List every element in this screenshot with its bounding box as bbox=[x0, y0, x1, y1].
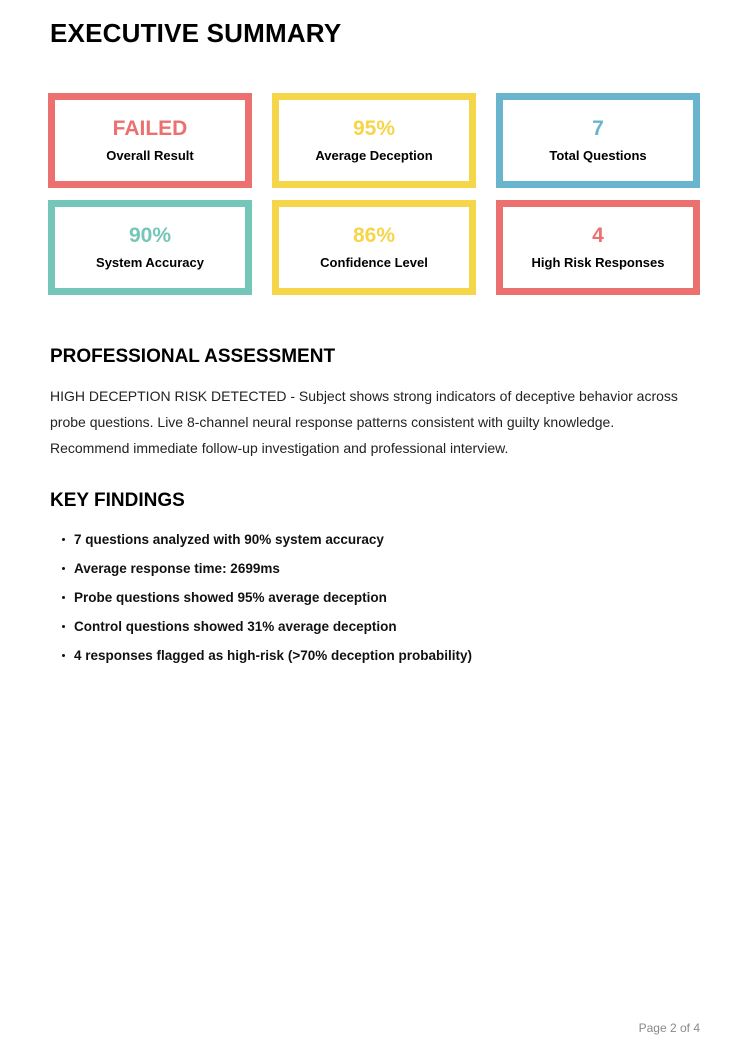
stat-label: System Accuracy bbox=[96, 255, 204, 270]
finding-text: Probe questions showed 95% average deception bbox=[74, 590, 387, 605]
list-item bbox=[62, 560, 693, 577]
bullet-icon bbox=[62, 654, 65, 657]
stat-card-high-risk-responses bbox=[496, 200, 700, 295]
stat-card-overall-result bbox=[48, 93, 252, 188]
list-item bbox=[62, 589, 693, 606]
page-title: EXECUTIVE SUMMARY bbox=[50, 18, 342, 48]
bullet-icon bbox=[62, 625, 65, 628]
key-findings-heading: KEY FINDINGS bbox=[50, 490, 185, 511]
assessment-body-text: HIGH DECEPTION RISK DETECTED - Subject shows strong indicators of deceptive behavior across probe questions. Live 8-channel neural response patterns consistent with guilty knowledge. Recommend immediate follow-up investigation and professional interview. bbox=[50, 388, 678, 456]
finding-text: Average response time: 2699ms bbox=[74, 561, 280, 576]
stat-label: Total Questions bbox=[549, 148, 647, 163]
finding-text: 4 responses flagged as high-risk (>70% deception probability) bbox=[74, 648, 472, 663]
stat-card-system-accuracy bbox=[48, 200, 252, 295]
report-page bbox=[0, 18, 743, 1062]
stat-card-total-questions bbox=[496, 93, 700, 188]
key-findings-list bbox=[62, 531, 693, 664]
list-item bbox=[62, 531, 693, 548]
stat-value: FAILED bbox=[112, 117, 188, 140]
stat-value: 7 bbox=[592, 117, 604, 140]
stat-value: 90% bbox=[128, 224, 172, 247]
stat-label: High Risk Responses bbox=[531, 255, 665, 270]
stat-value: 86% bbox=[352, 224, 396, 247]
assessment-heading: PROFESSIONAL ASSESSMENT bbox=[50, 346, 336, 367]
list-item bbox=[62, 618, 693, 635]
stat-card-confidence-level bbox=[272, 200, 476, 295]
bullet-icon bbox=[62, 538, 65, 541]
stat-card-average-deception bbox=[272, 93, 476, 188]
stat-label: Average Deception bbox=[315, 148, 433, 163]
bullet-icon bbox=[62, 567, 65, 570]
stat-label: Overall Result bbox=[106, 148, 194, 163]
list-item bbox=[62, 647, 693, 664]
finding-text: Control questions showed 31% average deception bbox=[74, 619, 397, 634]
finding-text: 7 questions analyzed with 90% system accuracy bbox=[74, 532, 384, 547]
stat-cards-grid bbox=[48, 93, 700, 295]
stat-value: 4 bbox=[592, 224, 604, 247]
page-number: Page 2 of 4 bbox=[638, 1021, 700, 1035]
stat-value: 95% bbox=[352, 117, 396, 140]
bullet-icon bbox=[62, 596, 65, 599]
stat-label: Confidence Level bbox=[320, 255, 428, 270]
